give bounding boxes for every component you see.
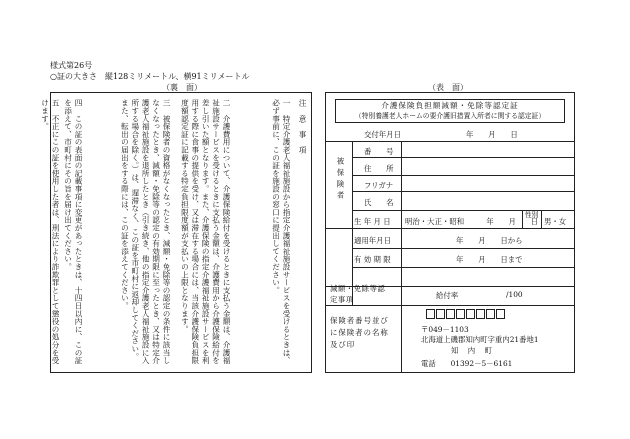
note-item-4: 四 この証の表面の記載事項に変更があったときは、十四日以内に、この証を添えて、市町村にその旨を届け出てください。 bbox=[63, 99, 83, 365]
insurer-number-box bbox=[456, 309, 465, 319]
insurer-address: 北海道上磯郡知内町字重内21番地1 bbox=[421, 335, 539, 344]
note-item-5: 五 不正にこの証を使用した者は、刑法により詐欺罪として懲役の処分を受けます。 bbox=[40, 99, 60, 365]
start-date-value: 年 月 日から bbox=[456, 236, 523, 245]
insurer-number-box bbox=[476, 309, 485, 319]
insurer-postal-code: 〒049－1103 bbox=[421, 325, 469, 334]
reduction-items-label: 減額・免除等認定事項 bbox=[330, 284, 386, 304]
birthdate-value: 明治・大正・昭和 年 月 日 bbox=[405, 217, 539, 226]
name-label: 氏 名 bbox=[364, 198, 394, 207]
card-size-note: ○証の大きさ 縦128ミリメートル、横91ミリメートル bbox=[50, 72, 250, 81]
address-label: 住 所 bbox=[364, 164, 394, 173]
gender-label: 性別 bbox=[525, 211, 539, 219]
birthdate-label: 生 年 月 日 bbox=[354, 217, 391, 226]
insurer-number-box bbox=[426, 309, 435, 319]
certificate-title: 介護保険負担額減額・免除等認定証 bbox=[381, 101, 519, 110]
start-date-label: 適用年月日 bbox=[354, 236, 391, 245]
insurer-number-box bbox=[436, 309, 445, 319]
gender-value: 男・女 bbox=[544, 217, 567, 226]
issue-date-value: 年 月 日 bbox=[466, 130, 518, 139]
note-item-2: 二 介護費用について、介護保険給付を受けるときに支払う金額は、介護福祉施設サービスを受けるときに支払う金額は、介護費用から介護保険給付を差し引いた額となります。また、介護保険の指定介護福祉施設サービスを利用する際に食事の提供を受け、又は滞在する場合には、当該介護保険負担限度額認定証に記載する特定負担限度額が支払いの上限となります。 bbox=[180, 99, 231, 365]
certificate-title-box bbox=[335, 99, 565, 123]
insurer-name: 知 内 町 bbox=[451, 346, 493, 355]
benefit-rate-label: 給付率 bbox=[436, 291, 459, 300]
insurer-phone: 電話 01392－5－6161 bbox=[421, 359, 513, 368]
insurer-number-box bbox=[486, 309, 495, 319]
form-number: 様式第26号 bbox=[50, 61, 93, 70]
number-label: 番 号 bbox=[364, 147, 394, 156]
note-item-1: 一 特定介護老人福祉施設から指定介護福祉施設サービスを受けるときは、必ず事前に、この証を施設の窓口に提出してください。 bbox=[271, 99, 291, 365]
insured-person-label: 被保険者 bbox=[336, 157, 345, 203]
certificate-subtitle: （特別養護老人ホームの要介護旧措置入所者に関する認定証） bbox=[354, 112, 546, 120]
note-item-3: 三 被保険者の資格がなくなったとき、減額・免除等の認定の条件に該当しなくなったとき、減額・免除等の認定の有効期限に至ったとき、又は特定介護老人福祉施設を退所したとき（引き続き、他の指定介護老人福祉施設に入所する場合を除く。）は、遅滞なく、この証を市町村に返却してください。また、転出の届出をする際には、この証を添えてください。 bbox=[120, 99, 171, 365]
insurer-label: 保険者番号並びに保険者の名称及び印 bbox=[330, 316, 389, 349]
insurer-number-box bbox=[496, 309, 505, 319]
front-side-card bbox=[325, 92, 575, 373]
insurer-number-box bbox=[446, 309, 455, 319]
back-title: 注 意 事 項 bbox=[298, 99, 307, 154]
expiry-date-value: 年 月 日まで bbox=[456, 255, 523, 264]
benefit-rate-value: /100 bbox=[506, 290, 523, 299]
front-side-label: （表 面） bbox=[428, 83, 468, 92]
issue-date-label: 交付年月日 bbox=[364, 130, 401, 139]
expiry-date-label: 有 効 期 限 bbox=[354, 255, 391, 264]
back-side-label: （裏 面） bbox=[162, 83, 202, 92]
insurer-number-box bbox=[466, 309, 475, 319]
furigana-label: フリガナ bbox=[364, 181, 394, 190]
back-side-card bbox=[40, 92, 312, 373]
